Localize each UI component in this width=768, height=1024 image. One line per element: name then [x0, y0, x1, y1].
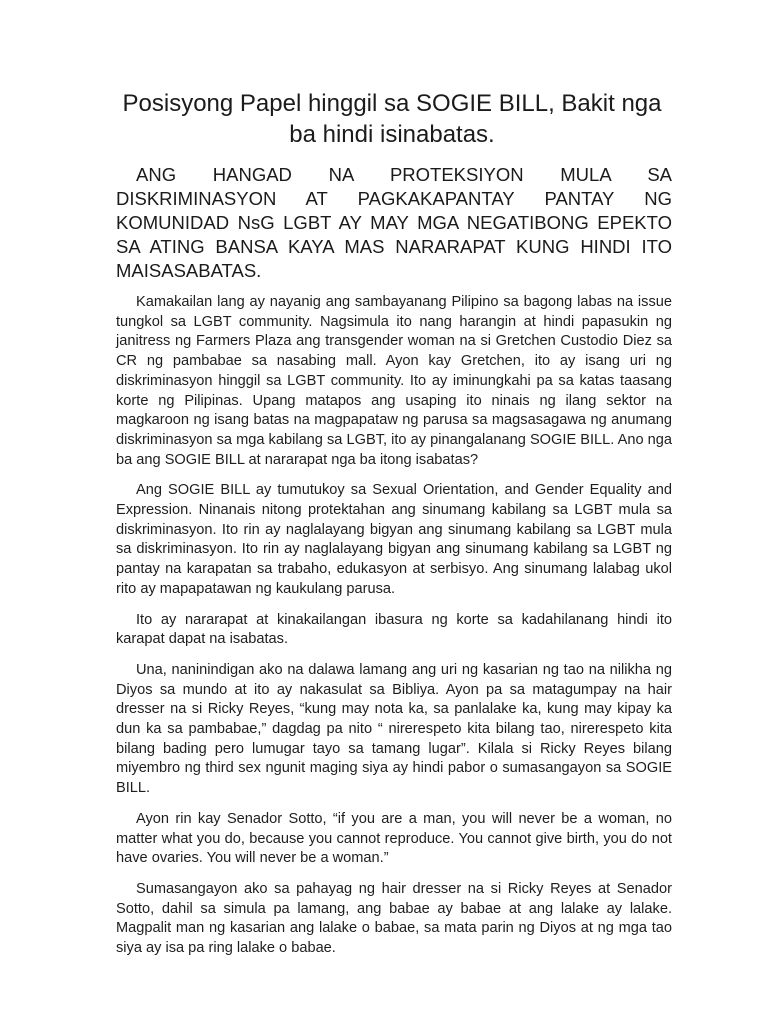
paragraph-position: Ito ay nararapat at kinakailangan ibasura ng korte sa kadahilanang hindi ito karapat dapat na isabatas. — [116, 611, 672, 648]
paragraph-conclusion: Sumasangayon ako sa pahayag ng hair dresser na si Ricky Reyes at Senador Sotto, dahil sa simula pa lamang, ang babae ay babae at ang lalake ay lalake. Magpalit man ng kasarian ang lalake o babae, sa mata parin ng Diyos at ng mga tao siya ay isa pa ring lalake o babae. — [116, 880, 672, 957]
document-title: Posisyong Papel hinggil sa SOGIE BILL, Bakit nga ba hindi isinabatas. — [122, 90, 662, 148]
paragraph-definition: Ang SOGIE BILL ay tumutukoy sa Sexual Orientation, and Gender Equality and Expression. Ninanais nitong protektahan ang sinumang kabilang sa LGBT mula sa diskriminasyon. Ito rin ay naglalayang bigyan ang sinumang kabilang sa LGBT mula sa diskriminasyon. Ito rin ay naglalayang bigyan ang sinumang kabilang sa LGBT ng pantay na karapatan sa trabaho, edukasyon at serbisyo. Ang sinumang lalabag ukol rito ay mapapatawan ng kaukulang parusa. — [116, 482, 672, 597]
document-body — [116, 293, 672, 959]
paragraph-intro: Kamakailan lang ay nayanig ang sambayanang Pilipino sa bagong labas na issue tungkol sa LGBT community. Nagsimula ito nang harangin at hindi papasukin ng janitress ng Farmers Plaza ang transgender woman na si Gretchen Custodio Diez sa CR ng pambabae sa nasabing mall. Ayon kay Gretchen, ito ay isang uri ng diskriminasyon hinggil sa LGBT community. Ito ay iminungkahi pa sa katas taasang korte ng Pilipinas. Upang matapos ang usaping ito ninais ng ilang sektor na magkaroon ng isang batas na magpapataw ng parusa sa magsasagawa ng anumang diskriminasyon sa mga kabilang sa LGBT, ito ay pinangalanang SOGIE BILL. Ano nga ba ang SOGIE BILL at nararapat nga ba itong isabatas? — [116, 294, 672, 468]
paragraph-first-argument: Una, naninindigan ako na dalawa lamang ang uri ng kasarian ng tao na nilikha ng Diyos sa mundo at ito ay nakasulat sa Bibliya. Ayon pa sa matagumpay na hair dresser na si Ricky Reyes, “kung may nota ka, sa panlalake ka, kung may kipay ka dun ka sa pambabae,” dagdag pa nito “ nirerespeto kita bilang tao, nirerespeto kita bilang bading pero lumugar tayo sa tamang lugar”. Kilala si Ricky Reyes bilang miyembro ng third sex ngunit maging siya ay hindi pabor o sumasangayon sa SOGIE BILL. — [116, 661, 672, 797]
document-subtitle: ANG HANGAD NA PROTEKSIYON MULA SA DISKRIMINASYON AT PAGKAKAPANTAY PANTAY NG KOMUNIDAD NsG LGBT AY MAY MGA NEGATIBONG EPEKTO SA ATING BANSA KAYA MAS NARARAPAT KUNG HINDI ITO MAISASABATAS. — [116, 164, 672, 281]
paragraph-sotto-quote: Ayon rin kay Senador Sotto, “if you are a man, you will never be a woman, no matter what you do, because you cannot reproduce. You cannot give birth, you do not have ovaries. You will never be a woman.” — [116, 810, 672, 867]
